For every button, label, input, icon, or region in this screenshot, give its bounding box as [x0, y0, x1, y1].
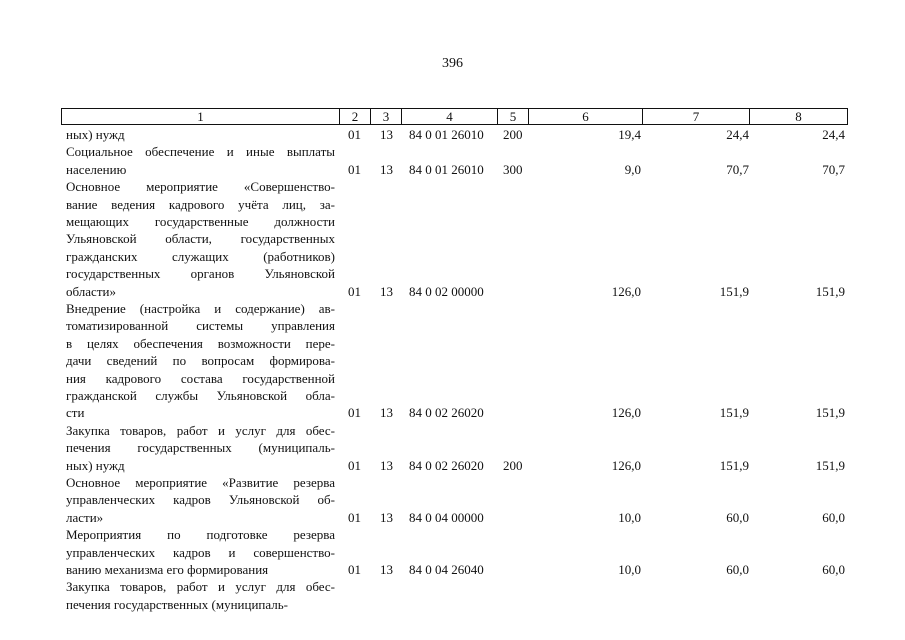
cell-c3: 13 [380, 127, 393, 142]
cell-c2: 01 [348, 127, 361, 142]
cell-c8: 60,0 [822, 561, 845, 577]
cell-c5: 200 [503, 457, 523, 473]
row-name [66, 143, 335, 178]
cell-c3: 13 [380, 561, 393, 577]
cell-c8: 151,9 [815, 405, 845, 421]
row-name [66, 178, 335, 300]
cell-c7: 151,9 [719, 283, 749, 299]
cell-c5: 200 [503, 127, 523, 142]
cell-c5: 300 [503, 161, 523, 177]
row-name-line: гражданской службы Ульяновской обла- [66, 388, 335, 404]
cell-c6: 19,4 [618, 127, 641, 142]
header-col-2: 2 [340, 108, 371, 125]
cell-c4: 84 0 02 26020 [409, 457, 484, 473]
cell-c2: 01 [348, 509, 361, 525]
cell-c2: 01 [348, 283, 361, 299]
row-name-line: Основное мероприятие «Развитие резерва [66, 475, 335, 490]
row-name-line: Социальное обеспечение и иные выплаты [66, 144, 335, 160]
row-name-line: мещающих государственные должности [66, 214, 335, 229]
cell-c3: 13 [380, 405, 393, 421]
row-name-line: сти [66, 405, 85, 421]
row-name-line: вание ведения кадрового учёта лиц, за- [66, 196, 335, 212]
cell-c4: 84 0 04 00000 [409, 509, 484, 525]
cell-c3: 13 [380, 283, 393, 299]
row-name-line: управленческих кадров и совершенство- [66, 544, 335, 560]
cell-c6: 9,0 [624, 161, 641, 177]
row-name-line: ных) нужд [66, 457, 125, 473]
cell-c6: 126,0 [611, 405, 641, 421]
row-name-line: печения государственных (муниципаль- [66, 440, 335, 456]
header-col-3: 3 [371, 108, 402, 125]
cell-c4: 84 0 01 26010 [409, 127, 484, 142]
row-name [66, 422, 335, 474]
row-name-line: Основное мероприятие «Совершенство- [66, 179, 335, 195]
cell-c8: 60,0 [822, 509, 845, 525]
cell-c2: 01 [348, 161, 361, 177]
row-name-line: Внедрение (настройка и содержание) ав- [66, 301, 335, 316]
cell-c4: 84 0 04 26040 [409, 561, 484, 577]
header-col-6: 6 [529, 108, 643, 125]
cell-c3: 13 [380, 161, 393, 177]
row-name-line: ласти» [66, 509, 104, 525]
cell-c8: 24,4 [822, 127, 845, 142]
header-col-4: 4 [402, 108, 498, 125]
cell-c8: 151,9 [815, 457, 845, 473]
row-name-line: Ульяновской области, государственных [66, 231, 335, 247]
cell-c6: 126,0 [611, 457, 641, 473]
row-name-line: гражданских служащих (работников) [66, 248, 335, 264]
row-name-line: ния кадрового состава государственной [66, 370, 335, 386]
header-col-1: 1 [61, 108, 340, 125]
cell-c4: 84 0 01 26010 [409, 161, 484, 177]
cell-c2: 01 [348, 457, 361, 473]
cell-c7: 151,9 [719, 405, 749, 421]
cell-c2: 01 [348, 561, 361, 577]
cell-c7: 70,7 [726, 161, 749, 177]
row-name [66, 578, 335, 613]
cell-c8: 151,9 [815, 283, 845, 299]
row-name-line: ванию механизма его формирования [66, 562, 269, 577]
row-name [66, 526, 335, 578]
row-name-line: управленческих кадров Ульяновской об- [66, 492, 335, 508]
row-name-line: государственных органов Ульяновской [66, 266, 335, 282]
cell-c3: 13 [380, 457, 393, 473]
row-name-line: населению [66, 161, 127, 177]
page-number: 396 [442, 56, 463, 71]
cell-c6: 126,0 [611, 283, 641, 299]
row-name [66, 300, 335, 422]
header-col-7: 7 [643, 108, 750, 125]
cell-c6: 10,0 [618, 509, 641, 525]
row-name-line: печения государственных (муниципаль- [66, 596, 289, 612]
row-name [66, 126, 335, 143]
row-name-line: томатизированной системы управления [66, 318, 335, 334]
cell-c4: 84 0 02 26020 [409, 405, 484, 421]
cell-c7: 60,0 [726, 561, 749, 577]
row-name-line: Закупка товаров, работ и услуг для обес- [66, 579, 335, 595]
cell-c3: 13 [380, 509, 393, 525]
cell-c7: 151,9 [719, 457, 749, 473]
row-name [66, 474, 335, 526]
row-name-line: дачи сведений по вопросам формирова- [66, 353, 335, 369]
cell-c7: 60,0 [726, 509, 749, 525]
header-col-8: 8 [750, 108, 848, 125]
row-name-line: Мероприятия по подготовке резерва [66, 527, 335, 543]
row-name-line: ных) нужд [66, 127, 125, 142]
cell-c8: 70,7 [822, 161, 845, 177]
row-name-line: в целях обеспечения возможности пере- [66, 335, 335, 351]
cell-c6: 10,0 [618, 561, 641, 577]
cell-c7: 24,4 [726, 127, 749, 142]
header-col-5: 5 [498, 108, 529, 125]
row-name-line: области» [66, 283, 116, 299]
row-name-line: Закупка товаров, работ и услуг для обес- [66, 422, 335, 438]
cell-c2: 01 [348, 405, 361, 421]
cell-c4: 84 0 02 00000 [409, 283, 484, 299]
